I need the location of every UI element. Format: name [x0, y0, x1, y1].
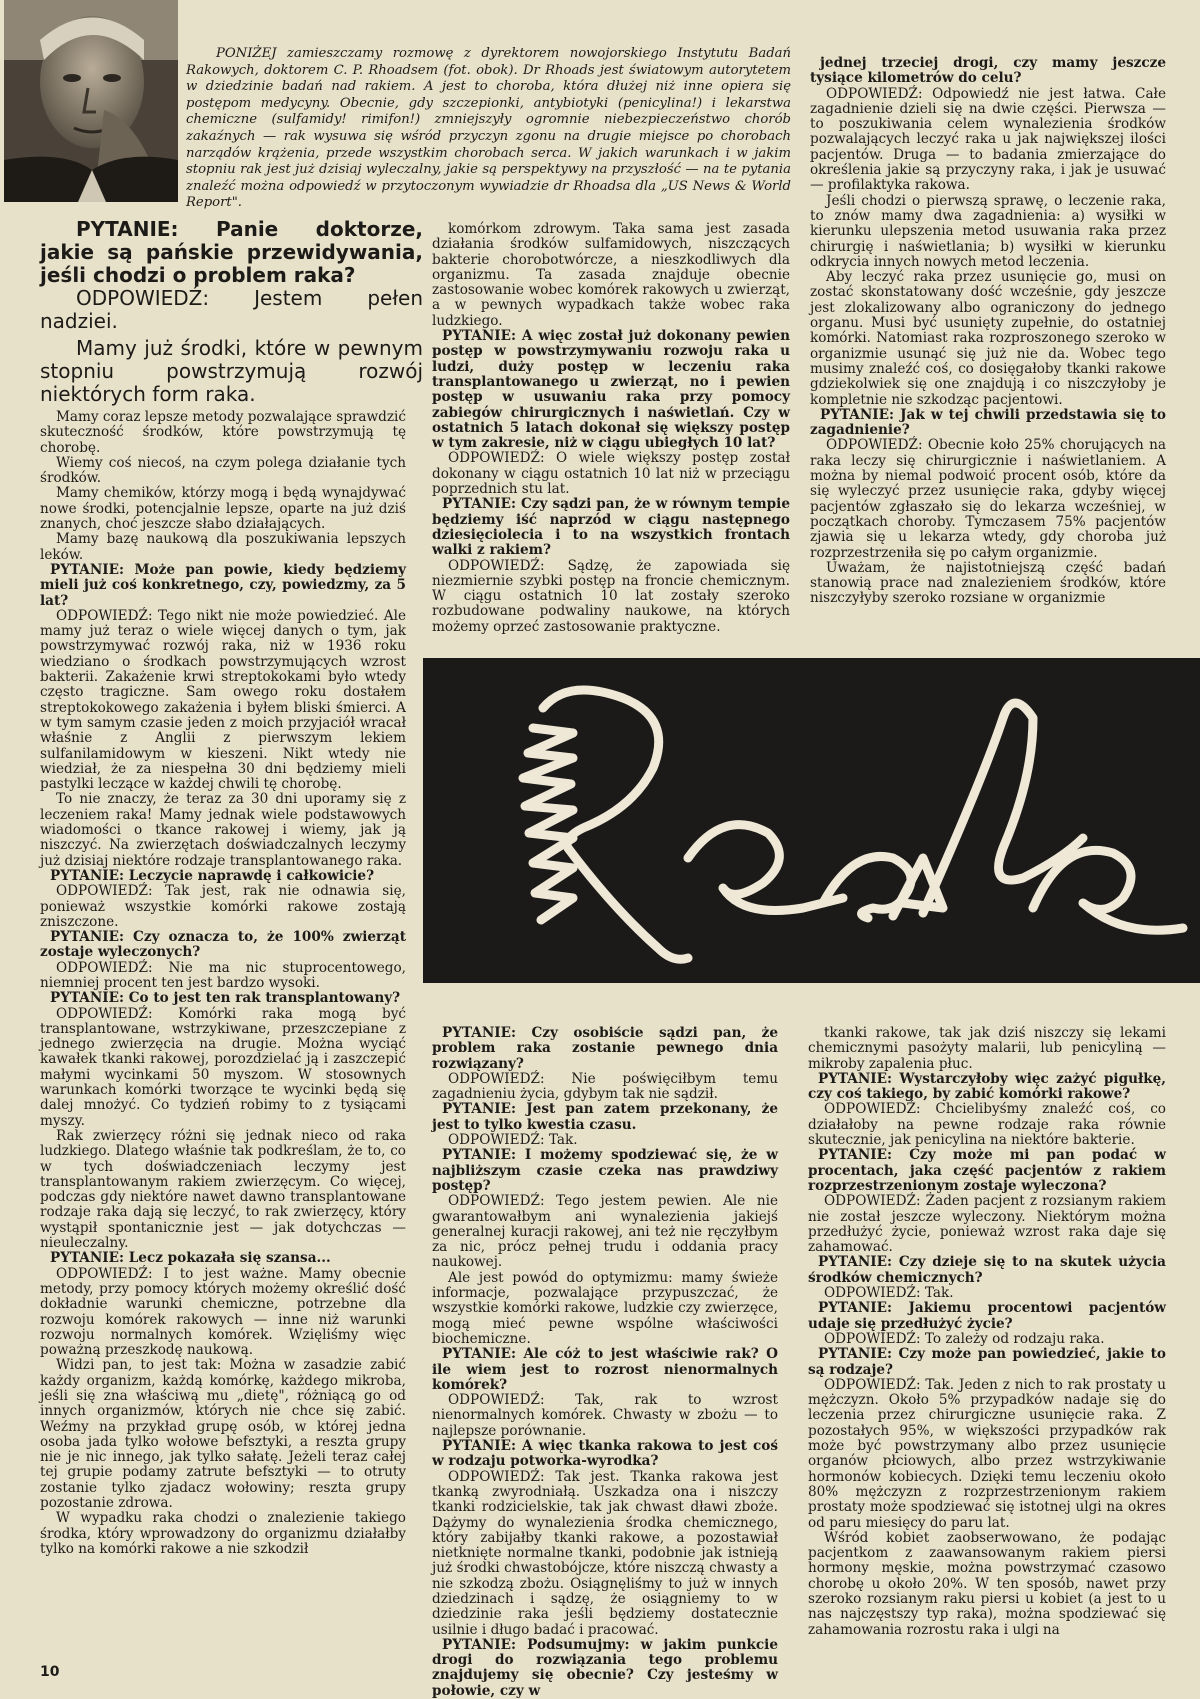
question-paragraph: PYTANIE: A więc został już dokonany pewien postęp w powstrzymywaniu rozwoju raka u ludzi, duży postęp w leczeniu raka transplantowanego u zwierząt, no i pewien postęp w usuwaniu raka przy pomocy zabiegów chirurgicznych i naświetlań. Czy w ostatnich 5 latach dokonał się większy postęp w tym zakresie, niż w ciągu ubiegłych 10 lat?: [432, 328, 790, 452]
answer-paragraph: ODPOWIEDŹ: Tak. Jeden z nich to rak prostaty u mężczyzn. Około 5% przypadków nadaje się do leczenia przez chirurgiczne usunięcie raka. Z pozostałych 95%, w większości przypadków rak może być powstrzymany albo przez usunięcie organów płciowych, albo przez wstrzykiwanie hormonów kobiecych. Dzięki temu leczeniu około 80% mężczyzn z rozprzestrzenionym rakiem prostaty może spodziewać się istotnej ulgi na okres od paru miesięcy do paru lat.: [808, 1376, 1166, 1531]
answer-paragraph: Rak zwierzęcy różni się jednak nieco od raka ludzkiego. Dlatego właśnie tak podkreślam, że to, co w tych doświadczeniach leczymy jest transplantowanym rakiem zwierzęcym. Co więcej, podczas gdy niektóre nawet dawno transplantowane rodzaje raka dają się leczyć, to rak zwierzęcy, który wystąpił spontanicznie jest — jak dotychczas — nieuleczalny.: [40, 1127, 406, 1252]
answer-paragraph: Mamy coraz lepsze metody pozwalające sprawdzić skuteczność środków, które powstrzymują tę chorobę.: [40, 409, 406, 456]
answer-paragraph: ODPOWIEDŹ: Tego jestem pewien. Ale nie gwarantowałbym ani wynalezienia jakiejś generalnej kuracji rakowej, ani też nie ręczyłbym za nic, prócz pełnej trudu i oddania pracy naukowej.: [432, 1193, 778, 1271]
answer-paragraph: ODPOWIEDŹ: Odpowiedź nie jest łatwa. Całe zagadnienie dzieli się na dwie części. Pierwsza — to poszukiwania celem wynalezienia środków pozwalających leczyć raka u jak największej ilości pacjentów. Druga — to badania zmierzające do określenia jakie są przyczyny raka, i jak je usuwać — profilaktyka rakowa.: [810, 85, 1166, 194]
answer-paragraph: Ale jest powód do optymizmu: mamy świeże informacje, pozwalające przypuszczać, że wszystkie komórki rakowe, ludzkie czy zwierzęce, mogą mieć pewne wspólne właściwości biochemiczne.: [432, 1269, 778, 1347]
question-paragraph: PYTANIE: Leczycie naprawdę i całkowicie?: [50, 867, 375, 884]
answer-paragraph: ODPOWIEDŹ: Komórki raka mogą być transplantowane, wstrzykiwane, przeszczepiane z jednego zwierzęcia na drugie. Można wyciąć kawałek tkanki rakowej, porozdzielać ją i zaszczepić małymi wycinkami 50 myszom. W stosownych warunkach komórki tworzące te wycinki będą się dalej mnożyć. Co tydzień robimy to z tysiącami myszy.: [40, 1005, 406, 1129]
answer-paragraph: Uważam, że najistotniejszą część badań stanowią prace nad znalezieniem środków, które niszczyłyby szeroko rozsiane w organizmie: [810, 559, 1166, 607]
answer-paragraph: Wiemy coś niecoś, na czym polega działanie tych środków.: [40, 454, 406, 487]
question-paragraph: PYTANIE: Czy sądzi pan, że w równym tempie będziemy iść naprzód w ciągu następnego dziesięciolecia i to na wszystkich frontach walki z rakiem?: [432, 496, 790, 559]
question-paragraph: PYTANIE: A więc tkanka rakowa to jest coś w rodzaju potworka-wyrodka?: [432, 1438, 778, 1470]
answer-paragraph: ODPOWIEDŹ: Tak, rak to wzrost nienormalnych komórek. Chwasty w zbożu — to najlepsze porównanie.: [432, 1392, 778, 1439]
answer-paragraph: ODPOWIEDŹ: Obecnie koło 25% chorujących na raka leczy się chirurgicznie i naświetlaniem. A można by niemal podwoić procent osób, które da się wyleczyć przez usunięcie raka, gdyby więcej pacjentów zgłaszało się do lekarza wcześniej, w początkach choroby. Tymczasem 75% pacjentów zjawia się u lekarza wtedy, gdy choroba już rozprzestrzeniła się po całym organizmie.: [810, 437, 1166, 561]
answer-paragraph: ODPOWIEDŹ: I to jest ważne. Mamy obecnie metody, przy pomocy których możemy określić dość dokładnie warunki chemiczne, potrzebne dla rozwoju komórek rakowych — inne niż warunki rozwoju normalnych komórek. Wzięliśmy więc poważną przeszkodę naukową.: [40, 1265, 406, 1359]
answer-paragraph: tkanki rakowe, tak jak dziś niszczy się lekami chemicznymi pasożyty malarii, lub penicyliną — mikroby zapalenia płuc.: [808, 1025, 1166, 1072]
answer-paragraph: Wśród kobiet zaobserwowano, że podając pacjentkom z zaawansowanym rakiem piersi hormony męskie, można powstrzymać czasowo chorobę u około 20%. W ten sposób, nawet przy szeroko rozsianym raku piersi u kobiet (a jest to u nas najczęstszy typ raka), można spodziewać się zahamowania rozrostu raka i ulgi na: [808, 1529, 1166, 1638]
answer-paragraph: ODPOWIEDŹ: Tak jest. Tkanka rakowa jest tkanką zwyrodniałą. Uszkadza ona i niszczy tkanki rodzicielskie, tak jak chwast dławi zboże. Dążymy do wynalezienia środka chemicznego, który zabijałby tkanki rakowe, a pozostawiał nietknięte normalne tkanki, podobnie jak istnieją już środki chwastobójcze, które niszczą chwasty a nie szkodzą zbożu. Osiągnęliśmy to już w innych dziedzinach i sądzę, że osiągniemy to w dziedzinie raka jeśli będziemy dostatecznie usilnie i długo badać i pracować.: [432, 1468, 778, 1638]
question-paragraph: PYTANIE: I możemy spodziewać się, że w najbliższym czasie czeka nas prawdziwy postęp?: [432, 1147, 778, 1194]
author-photo: [4, 0, 178, 202]
question-paragraph: PYTANIE: Czy może pan powiedzieć, jakie to są rodzaje?: [808, 1346, 1166, 1378]
question-paragraph: PYTANIE: Czy oznacza to, że 100% zwierząt zostaje wyleczonych?: [40, 929, 406, 961]
portrait-image: [4, 0, 178, 202]
rak-handwriting-drawing: [423, 658, 1200, 983]
question-paragraph: PYTANIE: Jest pan zatem przekonany, że jest to tylko kwestia czasu.: [432, 1101, 778, 1133]
answer-paragraph: ODPOWIEDŹ: Nie poświęciłbym temu zagadnieniu życia, gdybym tak nie sądził.: [432, 1070, 778, 1103]
question-paragraph: PYTANIE: Może pan powie, kiedy będziemy mieli już coś konkretnego, czy, powiedzmy, za 5 lat?: [40, 561, 406, 609]
lead-answer: ODPOWIEDŹ: Jestem pełen nadziei.: [40, 286, 423, 333]
column-1: [40, 410, 406, 1557]
answer-paragraph: W wypadku raka chodzi o znalezienie takiego środka, który wprowadzony do organizmu działałby tylko na komórki rakowe a nie szkodził: [40, 1510, 406, 1557]
answer-paragraph: ODPOWIEDŹ: To zależy od rodzaju raka.: [824, 1330, 1105, 1347]
answer-paragraph: Aby leczyć raka przez usunięcie go, musi on zostać skonstatowany dość wcześnie, gdy jeszcze jest zlokalizowany albo ograniczony do jednego organu. Musi być usunięty zupełnie, do ostatniej komórki. Natomiast raka rozproszonego szeroko w organizmie usunąć się już nie da. Wobec tego musimy znaleźć coś, co dosięgałoby tkanki rakowe gdziekolwiek się one znajdują i co niszczyłoby je kompletnie nie szkodząc pacjentowi.: [810, 269, 1166, 408]
question-paragraph: PYTANIE: Wystarczyłoby więc zażyć pigułkę, czy coś takiego, by zabić komórki rakowe?: [808, 1070, 1166, 1103]
question-paragraph: jednej trzeciej drogi, czy mamy jeszcze tysiące kilometrów do celu?: [810, 55, 1166, 87]
answer-paragraph: ODPOWIEDŹ: Tak.: [448, 1132, 578, 1149]
answer-paragraph: ODPOWIEDŹ: Tak jest, rak nie odnawia się, ponieważ wszystkie komórki rakowe zostają zniszczone.: [40, 883, 406, 930]
answer-paragraph: ODPOWIEDŹ: Tak.: [824, 1285, 954, 1302]
question-paragraph: PYTANIE: Lecz pokazała się szansa...: [50, 1250, 331, 1267]
intro-paragraph: PONIŻEJ zamieszczamy rozmowę z dyrektorem nowojorskiego Instytutu Badań Rakowych, doktorem C. P. Rhoadsem (fot. obok). Dr Rhoads jest światowym autorytetem w dziedzinie badań nad rakiem. A jest to choroba, która dłużej niż inne opiera się postępom medycyny. Obecnie, gdy szczepionki, antybiotyki (penicylina!) i lekarstwa chemiczne (sulfamidy! rimifon!) zmniejszyły ogromnie niebezpieczeństwo chorób zakaźnych — rak wysuwa się wśród przyczyn zgonu na drugie miejsce po chorobach narządów krążenia, przede wszystkim chorobach serca. W jakich warunkach i w jakim stopniu rak jest już dzisiaj wyleczalny, jakie są perspektywy na przyszłość — na te pytania znaleźć można odpowiedź w przytoczonym wywiadzie dr Rhoadsa dla „US News & World Report".: [186, 46, 791, 211]
answer-paragraph: To nie znaczy, że teraz za 30 dni uporamy się z leczeniem raka! Mamy jednak wiele podstawowych wiadomości o tkance rakowej i wiemy, jak ją niszczyć. Na zwierzętach doświadczalnych leczymy już dzisiaj niektóre rodzaje transplantowanego raka.: [40, 791, 406, 869]
answer-paragraph: ODPOWIEDŹ: Sądzę, że zapowiada się niezmiernie szybki postęp na froncie chemicznym. W ciągu ostatnich 10 lat zostały szeroko rozbudowane podwaliny naukowe, na których możemy oprzeć zastosowanie praktyczne.: [432, 557, 790, 635]
question-paragraph: PYTANIE: Jakiemu procentowi pacjentów udaje się przedłużyć życie?: [808, 1300, 1166, 1332]
question-paragraph: PYTANIE: Czy może mi pan podać w procentach, jaka część pacjentów z rakiem rozprzestrzenionym zostaje wyleczona?: [808, 1147, 1166, 1194]
question-paragraph: PYTANIE: Podsumujmy: w jakim punkcie drogi do rozwiązania tego problemu znajdujemy się obecnie? Czy jesteśmy w połowie, czy w: [432, 1636, 778, 1699]
answer-paragraph: ODPOWIEDŹ: Nie ma nic stuprocentowego, niemniej procent ten jest bardzo wysoki.: [40, 959, 406, 991]
question-paragraph: PYTANIE: Czy dzieje się to na skutek użycia środków chemicznych?: [808, 1254, 1166, 1286]
column-3: [810, 56, 1166, 607]
column-5: [808, 1026, 1166, 1638]
lead-answer-continued: Mamy już środki, które w pewnym stopniu powstrzymują rozwój niektórych form raka.: [40, 336, 423, 406]
question-paragraph: PYTANIE: Ale cóż to jest właściwie rak? O ile wiem jest to rozrost nienormalnych komórek?: [432, 1346, 778, 1393]
intro-text: [186, 46, 791, 212]
rak-handwriting-banner: [423, 658, 1200, 983]
answer-paragraph: Mamy chemików, którzy mogą i będą wynajdywać nowe środki, potencjalnie lepsze, oparte na już dziś znanych, choć jeszcze słabo działających.: [40, 485, 406, 533]
lead-section: [40, 218, 423, 406]
question-paragraph: PYTANIE: Co to jest ten rak transplantowany?: [50, 990, 401, 1007]
question-paragraph: PYTANIE: Czy osobiście sądzi pan, że problem raka zostanie pewnego dnia rozwiązany?: [432, 1025, 778, 1072]
answer-paragraph: ODPOWIEDŹ: Tego nikt nie może powiedzieć. Ale mamy już teraz o wiele więcej danych o tym, jak powstrzymywać rozwój raka, niż w 1936 roku wiedziano o środkach powstrzymujących wzrost bakterii. Zakażenie krwi streptokokami było wtedy często tragiczne. Sam owego roku dostałem streptokokowego zakażenia i byłem bliski śmierci. A w tym samym czasie jeden z moich przyjaciół wracał właśnie z Anglii z pierwszym lekiem sulfanilamidowym w kieszeni. Nikt wtedy nie wiedział, że za niespełna 30 dni będziemy mieli pastylki leczące w każdej chwili tę chorobę.: [40, 607, 406, 793]
answer-paragraph: ODPOWIEDŹ: Żaden pacjent z rozsianym rakiem nie został jeszcze wyleczony. Niektórym można przedłużyć życie, ponieważ wzrost raka daje się zahamować.: [808, 1193, 1166, 1256]
lead-question: PYTANIE: Panie doktorze, jakie są pańskie przewidywania, jeśli chodzi o problem raka?: [40, 217, 423, 287]
answer-paragraph: Widzi pan, to jest tak: Można w zasadzie zabić każdy organizm, każdą komórkę, każdego mikroba, jeśli się zna właściwą mu „dietę", różniącą go od innych organizmów, których nie chce się zabić. Weźmy na przykład grupę osób, w której jedna osoba jada tylko wołowe befsztyki, a reszta grupy nie je nic innego, jak tylko sałatę. Jeżeli teraz całej tej grupie podamy zatrute befsztyki — to otruty zostanie tylko zjadacz wołowiny; reszta grupy pozostanie zdrowa.: [40, 1357, 406, 1512]
question-paragraph: PYTANIE: Jak w tej chwili przedstawia się to zagadnienie?: [810, 406, 1166, 439]
answer-paragraph: ODPOWIEDŹ: Chcielibyśmy znaleźć coś, co działałoby na pewne rodzaje raka równie skutecznie, jak penicylina na niektóre bakterie.: [808, 1101, 1166, 1149]
column-4: [432, 1026, 778, 1699]
answer-paragraph: komórkom zdrowym. Taka sama jest zasada działania środków sulfamidowych, niszczących bakterie chorobotwórcze, a nieszkodliwych dla organizmu. Ta zasada znajduje obecnie zastosowanie wobec komórek rakowych u zwierząt, a w pewnych wypadkach także wobec raka ludzkiego.: [432, 221, 790, 329]
page-number: 10: [40, 1664, 60, 1680]
answer-paragraph: Mamy bazę naukową dla poszukiwania lepszych leków.: [40, 531, 406, 563]
answer-paragraph: ODPOWIEDŹ: O wiele większy postęp został dokonany w ciągu ostatnich 10 lat niż w przeciągu poprzednich stu lat.: [432, 450, 790, 498]
column-2: [432, 222, 790, 635]
answer-paragraph: Jeśli chodzi o pierwszą sprawę, o leczenie raka, to znów mamy dwa zagadnienia: a) wysiłki w kierunku ulepszenia metod usuwania raka przez chirurgię i naświetlania; b) wysiłki w kierunku odkrycia innych nowych metod leczenia.: [810, 192, 1166, 270]
